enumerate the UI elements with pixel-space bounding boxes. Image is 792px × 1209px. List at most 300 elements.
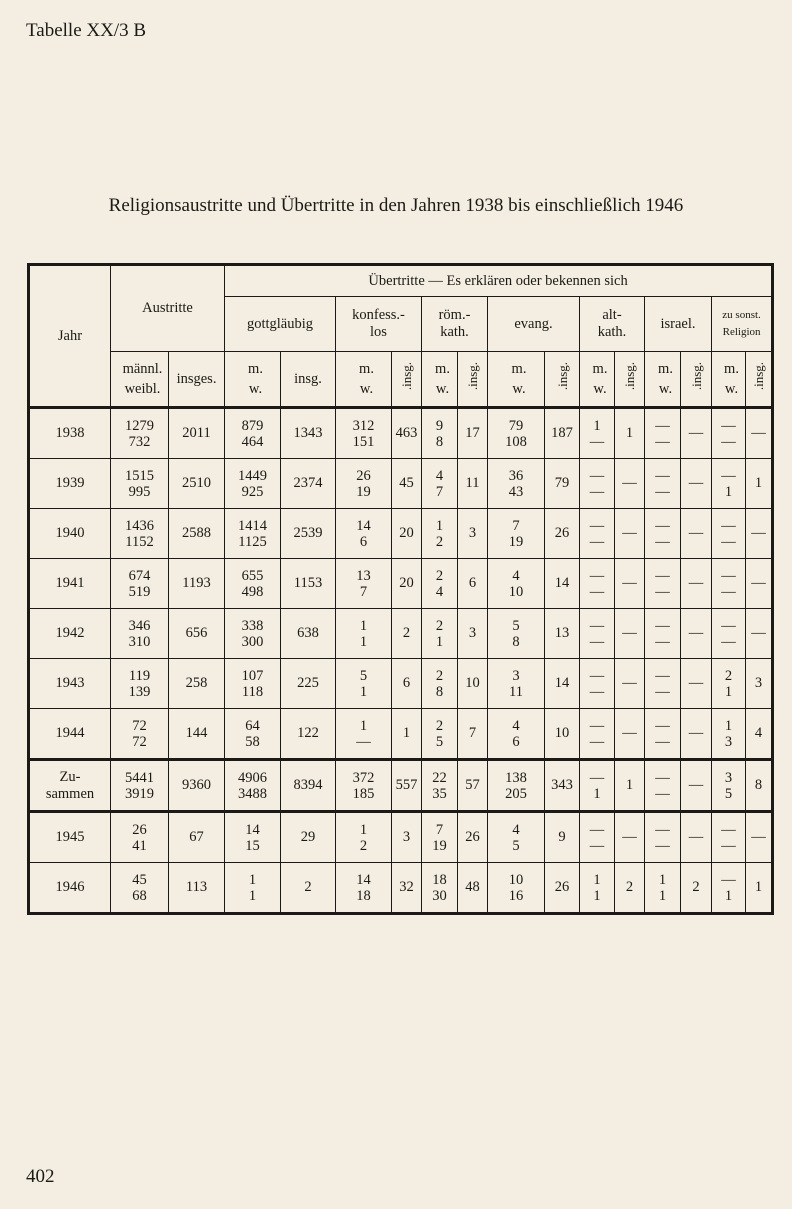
header-maennl-weibl: männl. weibl. (111, 352, 169, 408)
cell-m-w (712, 459, 746, 509)
cell-m: 1515 (125, 467, 154, 484)
cell-m: — (721, 821, 736, 838)
cell-m-w (422, 812, 458, 863)
cell-m: — (655, 821, 670, 838)
cell-m: — (655, 769, 670, 786)
cell-jahr: 1939 (29, 459, 111, 509)
cell-w: 310 (128, 633, 151, 650)
cell-w: 732 (128, 433, 151, 450)
cell-insg: — (615, 812, 645, 863)
cell-m: 7 (512, 517, 520, 534)
cell-m-w (712, 659, 746, 709)
cell-w: 68 (132, 887, 147, 904)
cell-m-w (336, 609, 392, 659)
cell-m-w (111, 760, 169, 812)
cell-m-w (336, 760, 392, 812)
cell-w: — (655, 583, 670, 600)
header-insg-vertical (746, 352, 773, 408)
cell-m: 3 (724, 769, 733, 786)
header-insges: insges. (169, 352, 225, 408)
religion-table (27, 263, 774, 915)
cell-m-w (111, 812, 169, 863)
header-m-w: m. w. (645, 352, 681, 408)
cell-w: — (589, 433, 605, 450)
cell-m: 1 (593, 417, 601, 434)
cell-m-w (488, 760, 545, 812)
cell-w: — (655, 733, 670, 750)
cell-m-w (645, 709, 681, 760)
cell-insg: 20 (392, 559, 422, 609)
cell-insg: — (615, 609, 645, 659)
cell-w: 108 (505, 433, 527, 450)
cell-insg: — (746, 509, 773, 559)
cell-w: 5 (724, 785, 733, 802)
cell-m-w (225, 559, 281, 609)
header-m-w: m. w. (225, 352, 281, 408)
cell-w: — (589, 837, 605, 854)
cell-m-w (422, 509, 458, 559)
cell-m-w (580, 609, 615, 659)
cell-m: 674 (128, 567, 151, 584)
table-row (29, 459, 773, 509)
cell-w: 1152 (125, 533, 154, 550)
cell-w: 1 (593, 785, 601, 802)
cell-m-w (712, 709, 746, 760)
cell-m: 1 (435, 517, 444, 534)
cell-m-w (712, 863, 746, 914)
cell-m-w (580, 459, 615, 509)
cell-m-w (488, 459, 545, 509)
cell-w: — (721, 583, 736, 600)
cell-insg: 11 (458, 459, 488, 509)
header-group: konfess.- los (336, 297, 422, 352)
cell-insg: 113 (169, 863, 225, 914)
cell-w: 1 (248, 887, 257, 904)
cell-insg: 2374 (281, 459, 336, 509)
cell-m-w (336, 408, 392, 459)
cell-w: 6 (359, 533, 368, 550)
cell-jahr: Zu- sammen (29, 760, 111, 812)
table-row (29, 659, 773, 709)
cell-insg: 6 (458, 559, 488, 609)
cell-w: — (589, 483, 605, 500)
cell-m-w (488, 609, 545, 659)
cell-insg: 638 (281, 609, 336, 659)
cell-insg: 1 (746, 863, 773, 914)
cell-m: — (655, 567, 670, 584)
cell-insg: 9360 (169, 760, 225, 812)
cell-m-w (645, 812, 681, 863)
cell-w: 1125 (238, 533, 267, 550)
cell-m: 22 (432, 769, 447, 786)
cell-m-w (645, 609, 681, 659)
cell-m: — (721, 467, 736, 484)
cell-w: 8 (512, 633, 520, 650)
cell-m-w (225, 760, 281, 812)
cell-insg: — (615, 709, 645, 760)
cell-m: 2 (724, 667, 733, 684)
cell-w: 139 (128, 683, 151, 700)
cell-m-w (580, 863, 615, 914)
cell-m-w (712, 408, 746, 459)
cell-insg: — (681, 609, 712, 659)
cell-m-w (111, 459, 169, 509)
cell-w: 151 (352, 433, 375, 450)
cell-w: 19 (432, 837, 447, 854)
cell-insg: — (681, 559, 712, 609)
cell-m-w (645, 659, 681, 709)
cell-m-w (336, 559, 392, 609)
cell-insg: 26 (458, 812, 488, 863)
cell-m: — (589, 567, 605, 584)
cell-insg: 7 (458, 709, 488, 760)
cell-m-w (488, 863, 545, 914)
cell-m: 4 (512, 717, 520, 734)
cell-w: 1 (724, 683, 733, 700)
cell-insg: 10 (458, 659, 488, 709)
cell-insg: 225 (281, 659, 336, 709)
cell-m: — (721, 871, 736, 888)
cell-m-w (111, 709, 169, 760)
header-group: evang. (488, 297, 580, 352)
cell-w: — (589, 683, 605, 700)
cell-m-w (225, 408, 281, 459)
cell-m-w (488, 709, 545, 760)
cell-w: 1 (359, 683, 368, 700)
cell-w: 4 (435, 583, 444, 600)
cell-m: 5 (359, 667, 368, 684)
cell-m: 372 (352, 769, 375, 786)
page-label: Tabelle XX/3 B (26, 20, 147, 41)
cell-m: — (721, 617, 736, 634)
cell-w: 19 (508, 533, 524, 550)
table-row (29, 812, 773, 863)
cell-insg: — (615, 459, 645, 509)
cell-jahr: 1942 (29, 609, 111, 659)
cell-m-w (422, 863, 458, 914)
header-m-w: m. w. (580, 352, 615, 408)
cell-m: — (655, 717, 670, 734)
cell-w: 1 (658, 887, 667, 904)
cell-m: 1 (359, 717, 368, 734)
cell-m-w (645, 459, 681, 509)
cell-m: 10 (508, 871, 524, 888)
header-group: gottgläubig (225, 297, 336, 352)
table-row (29, 509, 773, 559)
header-insg-vertical (392, 352, 422, 408)
cell-m: 1 (248, 871, 257, 888)
cell-w: 185 (352, 785, 375, 802)
cell-w: — (655, 483, 670, 500)
cell-insg: 2 (392, 609, 422, 659)
header-m-w: m. w. (422, 352, 458, 408)
cell-w: 30 (432, 887, 447, 904)
cell-insg: 32 (392, 863, 422, 914)
cell-m: — (655, 467, 670, 484)
cell-m: — (721, 517, 736, 534)
cell-m: — (589, 821, 605, 838)
cell-m-w (336, 459, 392, 509)
cell-m: 4 (435, 467, 444, 484)
cell-insg: 187 (545, 408, 580, 459)
cell-w: — (655, 785, 670, 802)
cell-w: 519 (128, 583, 151, 600)
cell-w: — (589, 633, 605, 650)
cell-w: 72 (132, 733, 147, 750)
cell-w: 15 (245, 837, 260, 854)
cell-insg: — (746, 408, 773, 459)
header-insg-vertical-text: .insg. (622, 362, 637, 391)
header-m-w: m. w. (336, 352, 392, 408)
cell-insg: 144 (169, 709, 225, 760)
cell-w: 58 (245, 733, 260, 750)
cell-insg: 2 (615, 863, 645, 914)
cell-w: — (721, 837, 736, 854)
cell-m-w (580, 559, 615, 609)
cell-m: 4 (512, 821, 520, 838)
header-insg: insg. (281, 352, 336, 408)
cell-insg: 14 (545, 559, 580, 609)
cell-m-w (422, 609, 458, 659)
cell-w: — (589, 583, 605, 600)
cell-insg: 343 (545, 760, 580, 812)
cell-m-w (488, 659, 545, 709)
cell-m: — (589, 517, 605, 534)
cell-m: 2 (435, 567, 444, 584)
cell-m-w (111, 659, 169, 709)
cell-m-w (580, 408, 615, 459)
cell-m: — (589, 667, 605, 684)
cell-jahr: 1940 (29, 509, 111, 559)
cell-insg: 13 (545, 609, 580, 659)
cell-w: — (655, 683, 670, 700)
cell-jahr: 1945 (29, 812, 111, 863)
cell-insg: 2011 (169, 408, 225, 459)
cell-insg: 29 (281, 812, 336, 863)
cell-w: 3488 (238, 785, 267, 802)
cell-m: — (589, 617, 605, 634)
header-group: alt- kath. (580, 297, 645, 352)
cell-insg: — (746, 812, 773, 863)
cell-insg: 656 (169, 609, 225, 659)
header-insg-vertical (681, 352, 712, 408)
cell-insg: — (615, 659, 645, 709)
cell-m: 14 (245, 821, 260, 838)
table-row-total (29, 760, 773, 812)
cell-insg: 3 (746, 659, 773, 709)
cell-m: — (655, 617, 670, 634)
cell-insg: 48 (458, 863, 488, 914)
cell-m-w (225, 659, 281, 709)
cell-insg: 57 (458, 760, 488, 812)
cell-m-w (111, 559, 169, 609)
cell-m: 1 (359, 617, 368, 634)
cell-w: 3919 (125, 785, 154, 802)
header-group: israel. (645, 297, 712, 352)
cell-insg: 2 (281, 863, 336, 914)
cell-w: 6 (512, 733, 520, 750)
cell-w: 118 (241, 683, 264, 700)
header-insg-vertical-text: .insg. (399, 362, 414, 391)
cell-insg: — (681, 659, 712, 709)
cell-m: 1 (658, 871, 667, 888)
cell-insg: 79 (545, 459, 580, 509)
cell-insg: 10 (545, 709, 580, 760)
cell-w: — (589, 733, 605, 750)
cell-insg: 9 (545, 812, 580, 863)
cell-w: — (589, 533, 605, 550)
cell-insg: 1 (392, 709, 422, 760)
cell-m-w (422, 559, 458, 609)
cell-m: 655 (241, 567, 264, 584)
cell-m-w (645, 408, 681, 459)
header-insg-vertical (545, 352, 580, 408)
cell-m: 1 (359, 821, 368, 838)
cell-insg: — (615, 509, 645, 559)
table-row (29, 863, 773, 914)
cell-m-w (645, 760, 681, 812)
cell-m-w (225, 863, 281, 914)
cell-insg: 8394 (281, 760, 336, 812)
cell-w: 205 (505, 785, 527, 802)
cell-w: — (721, 633, 736, 650)
cell-w: — (655, 433, 670, 450)
cell-m: 45 (132, 871, 147, 888)
cell-m: 26 (356, 467, 371, 484)
cell-m: 138 (505, 769, 527, 786)
cell-m-w (488, 559, 545, 609)
cell-m: 72 (132, 717, 147, 734)
header-insg-vertical-text: .insg. (554, 362, 570, 391)
cell-m: 338 (241, 617, 264, 634)
table-row (29, 559, 773, 609)
cell-m-w (422, 659, 458, 709)
cell-w: 2 (359, 837, 368, 854)
cell-m: 14 (356, 871, 371, 888)
cell-m: — (721, 567, 736, 584)
cell-m: — (655, 517, 670, 534)
cell-m-w (336, 812, 392, 863)
table-row (29, 408, 773, 459)
cell-insg: 3 (458, 609, 488, 659)
cell-m: 5 (512, 617, 520, 634)
cell-m-w (111, 863, 169, 914)
cell-m-w (111, 408, 169, 459)
header-insg-vertical (458, 352, 488, 408)
table-row (29, 609, 773, 659)
cell-m: — (589, 717, 605, 734)
cell-insg: — (681, 408, 712, 459)
cell-m-w (336, 863, 392, 914)
cell-insg: — (615, 559, 645, 609)
cell-insg: — (681, 812, 712, 863)
cell-m: 18 (432, 871, 447, 888)
cell-m-w (712, 812, 746, 863)
cell-insg: 6 (392, 659, 422, 709)
cell-w: — (655, 633, 670, 650)
cell-m-w (422, 459, 458, 509)
cell-m: 1449 (238, 467, 267, 484)
cell-m: — (589, 467, 605, 484)
header-uebertritte: Übertritte — Es erklären oder bekennen sich (225, 265, 773, 297)
cell-insg: 1193 (169, 559, 225, 609)
cell-m-w (580, 812, 615, 863)
cell-m-w (712, 760, 746, 812)
cell-insg: 26 (545, 509, 580, 559)
cell-m-w (580, 709, 615, 760)
cell-w: 1 (359, 633, 368, 650)
cell-w: 2 (435, 533, 444, 550)
cell-w: 1 (593, 887, 601, 904)
cell-m: 1436 (125, 517, 154, 534)
cell-m-w (645, 559, 681, 609)
cell-insg: 2510 (169, 459, 225, 509)
cell-m: 3 (512, 667, 520, 684)
cell-w: — (721, 433, 736, 450)
cell-m-w (580, 659, 615, 709)
header-insg-vertical-text: .insg. (751, 362, 767, 391)
cell-m-w (488, 408, 545, 459)
cell-m: 312 (352, 417, 375, 434)
cell-m-w (580, 760, 615, 812)
cell-jahr: 1946 (29, 863, 111, 914)
cell-m: 107 (241, 667, 264, 684)
cell-m-w (712, 509, 746, 559)
cell-insg: 1 (615, 408, 645, 459)
cell-m: 2 (435, 667, 444, 684)
cell-w: 5 (512, 837, 520, 854)
cell-m: 9 (435, 417, 444, 434)
cell-insg: 463 (392, 408, 422, 459)
table-row (29, 709, 773, 760)
cell-w: 7 (359, 583, 368, 600)
header-group: röm.- kath. (422, 297, 488, 352)
cell-w: 464 (241, 433, 264, 450)
cell-m: 13 (356, 567, 371, 584)
cell-m-w (580, 509, 615, 559)
cell-w: 19 (356, 483, 371, 500)
cell-insg: 2 (681, 863, 712, 914)
table-title: Religionsaustritte und Übertritte in den Jahren 1938 bis einschließlich 1946 (108, 195, 684, 216)
cell-m-w (422, 709, 458, 760)
cell-m: 346 (128, 617, 151, 634)
cell-w: 41 (132, 837, 147, 854)
cell-jahr: 1944 (29, 709, 111, 760)
cell-insg: 1343 (281, 408, 336, 459)
cell-insg: 3 (392, 812, 422, 863)
cell-m: 1414 (238, 517, 267, 534)
cell-m: 1 (724, 717, 733, 734)
cell-m: 2 (435, 717, 444, 734)
cell-m: 4 (512, 567, 520, 584)
cell-m: 79 (508, 417, 524, 434)
cell-w: 8 (435, 433, 444, 450)
cell-w: 35 (432, 785, 447, 802)
cell-insg: 2588 (169, 509, 225, 559)
cell-insg: 26 (545, 863, 580, 914)
cell-insg: 67 (169, 812, 225, 863)
header-insg-vertical-text: .insg. (465, 362, 480, 391)
cell-m: — (655, 667, 670, 684)
cell-jahr: 1941 (29, 559, 111, 609)
cell-m: 1279 (125, 417, 154, 434)
cell-w: 8 (435, 683, 444, 700)
cell-jahr: 1943 (29, 659, 111, 709)
cell-insg: 17 (458, 408, 488, 459)
cell-jahr: 1938 (29, 408, 111, 459)
cell-m: 5441 (125, 769, 154, 786)
cell-m: 14 (356, 517, 371, 534)
